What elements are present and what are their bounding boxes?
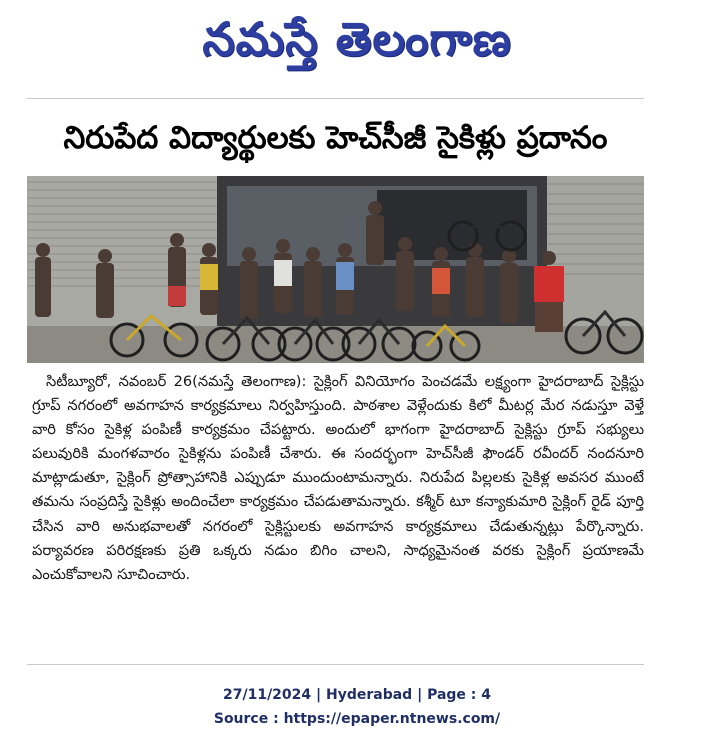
source-line: Source : https://epaper.ntnews.com/	[213, 711, 501, 727]
article-paragraph: సిటీబ్యూరో, నవంబర్ 26(నమస్తే తెలంగాణ): సైక్లింగ్ వినియోగం పెంచడమే లక్ష్యంగా హైదరాబాద్ సైక్లిస్టు గ్రూప్ నగరంలో అవగాహన కార్యక్రమాలు నిర్వహిస్తుంది. పాఠశాల వెళ్లేందుకు కిలో మీటర్ల మేర నడుస్తూ వెళ్తే వారి కోసం సైకిళ్ల పంపిణీ కార్యక్రమం చేపట్టారు. అందులో భాగంగా హైదరాబాద్ సైక్లిస్టు గ్రూప్ సభ్యులు పలువురికి మంగళవారం సైకిళ్లను పంపిణీ చేశారు. ఈ సందర్భంగా హెచ్‌సీజీ ఫౌండర్ రవీందర్ నందనూరి మాట్లాడుతూ, సైక్లింగ్ ప్రోత్సాహానికి ఎప్పుడూ ముందుంటామన్నారు. నిరుపేద పిల్లలకు సైకిళ్ల అవసర ముంటే తమను సంప్రదిస్తే సైకిళ్లు అందించేలా కార్యక్రమం చేపడుతామన్నారు. కశ్మీర్ టూ కన్యాకుమారి సైక్లింగ్ రైడ్ పూర్తి చేసిన వారి అనుభవాలతో నగరంలో సైక్లిస్టులకు అవగాహన కార్యక్రమాలు చేడుతున్నట్లు పేర్కొన్నారు. పర్యావరణ పరిరక్షణకు ప్రతి ఒక్కరు నడుం బిగిం చాలని, సాధ్యమైనంత వరకు సైక్లింగ్ ప్రయాణమే ఎంచుకోవాలని సూచించారు.	[32, 373, 644, 583]
bottom-divider	[27, 664, 644, 665]
footer	[0, 683, 714, 731]
dateline: 27/11/2024 | Hyderabad | Page : 4	[222, 687, 492, 703]
top-divider	[27, 98, 644, 99]
masthead-logo: నమస్తే తెలంగాణ	[202, 12, 512, 66]
article-body	[32, 370, 644, 660]
article-photo	[27, 176, 644, 363]
group-photo-cyclists	[27, 176, 644, 363]
masthead	[0, 4, 714, 74]
article-headline: నిరుపేద విద్యార్థులకు హెచ్‌సీజీ సైకిళ్లు ప్రదానం	[63, 120, 608, 156]
